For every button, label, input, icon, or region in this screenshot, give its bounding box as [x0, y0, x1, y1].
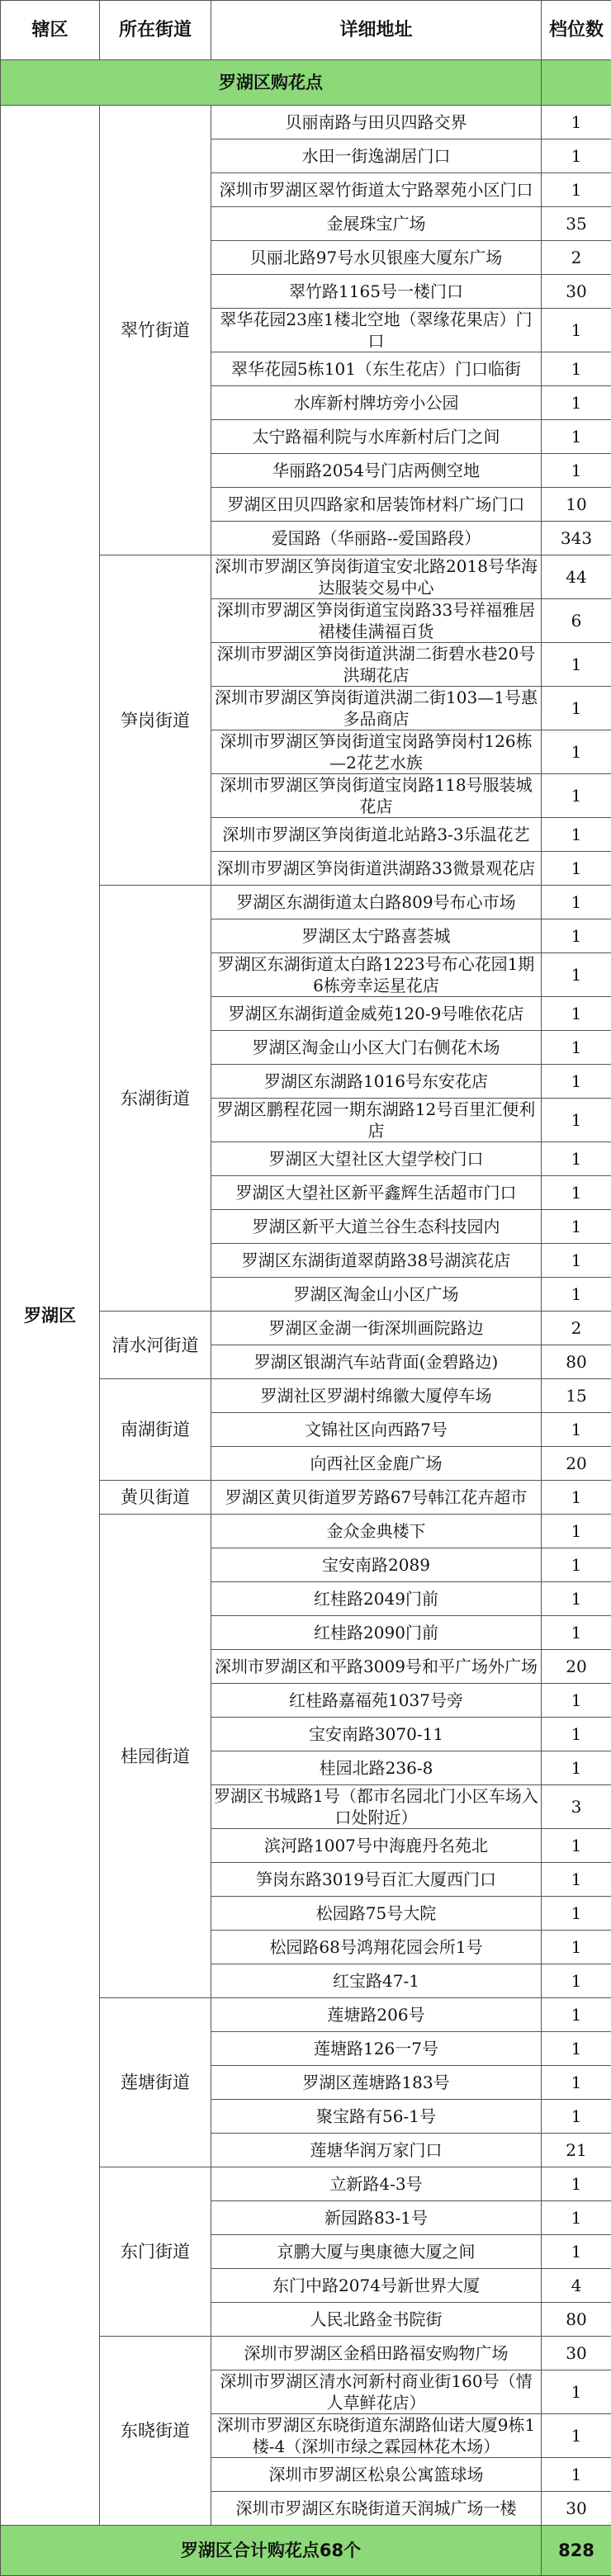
address-cell: 罗湖区淘金山小区广场: [211, 1278, 542, 1312]
stall-count-cell: 1: [542, 1515, 611, 1548]
stall-count-cell: 4: [542, 2269, 611, 2303]
stall-count-cell: 1: [542, 774, 611, 818]
stall-count-cell: 1: [542, 953, 611, 997]
address-cell: 深圳市罗湖区翠竹街道太宁路翠苑小区门口: [211, 173, 542, 207]
stall-count-cell: 2: [542, 241, 611, 275]
street-cell: 笋岗街道: [100, 555, 211, 886]
section-title-blank: [542, 60, 611, 106]
address-cell: 滨河路1007号中海鹿丹名苑北: [211, 1829, 542, 1863]
address-cell: 深圳市罗湖区笋岗街道洪湖路33微景观花店: [211, 852, 542, 886]
stall-count-cell: 6: [542, 599, 611, 643]
street-cell: 东晓街道: [100, 2337, 211, 2526]
street-cell: 东湖街道: [100, 886, 211, 1312]
stall-count-cell: 1: [542, 1931, 611, 1964]
address-cell: 宝安南路3070-11: [211, 1718, 542, 1751]
address-cell: 罗湖区东湖街道翠荫路38号湖滨花店: [211, 1244, 542, 1278]
stall-count-cell: 1: [542, 730, 611, 774]
stall-count-cell: 1: [542, 687, 611, 730]
header-address: 详细地址: [211, 1, 542, 60]
address-cell: 深圳市罗湖区笋岗街道宝岗路118号服装城花店: [211, 774, 542, 818]
address-cell: 深圳市罗湖区松泉公寓篮球场: [211, 2458, 542, 2492]
stall-count-cell: 1: [542, 1065, 611, 1099]
address-cell: 罗湖区金湖一街深圳画院路边: [211, 1312, 542, 1345]
address-cell: 立新路4-3号: [211, 2167, 542, 2201]
address-cell: 深圳市罗湖区笋岗街道洪湖二街103—1号惠多品商店: [211, 687, 542, 730]
section-title: 罗湖区购花点: [1, 60, 542, 106]
address-cell: 爱国路（华丽路--爱国路段）: [211, 522, 542, 555]
stall-count-cell: 1: [542, 852, 611, 886]
stall-count-cell: 1: [542, 1548, 611, 1582]
stall-count-cell: 1: [542, 1481, 611, 1515]
stall-count-cell: 1: [542, 2201, 611, 2235]
stall-count-cell: 35: [542, 207, 611, 241]
stall-count-cell: 1: [542, 2458, 611, 2492]
street-cell: 翠竹街道: [100, 106, 211, 555]
stall-count-cell: 1: [542, 139, 611, 173]
street-cell: 桂园街道: [100, 1515, 211, 1998]
stall-count-cell: 1: [542, 309, 611, 352]
street-cell: 黄贝街道: [100, 1481, 211, 1515]
address-cell: 莲塘路126一7号: [211, 2032, 542, 2066]
stall-count-cell: 30: [542, 2492, 611, 2526]
address-cell: 罗湖区东湖街道太白路809号布心市场: [211, 886, 542, 919]
address-cell: 金展珠宝广场: [211, 207, 542, 241]
address-cell: 翠华花园23座1楼北空地（翠缘花果店）门口: [211, 309, 542, 352]
address-cell: 深圳市罗湖区清水河新村商业街160号（情人草鲜花店）: [211, 2370, 542, 2414]
address-cell: 罗湖区淘金山小区大门右侧花木场: [211, 1031, 542, 1065]
total-label: 罗湖区合计购花点68个: [1, 2526, 542, 2576]
stall-count-cell: 21: [542, 2134, 611, 2167]
header-stall-count: 档位数: [542, 1, 611, 60]
table-row: [1, 106, 611, 139]
stall-count-cell: 1: [542, 818, 611, 852]
address-cell: 水田一街逸湖居门口: [211, 139, 542, 173]
address-cell: 金众金典楼下: [211, 1515, 542, 1548]
address-cell: 贝丽北路97号水贝银座大厦东广场: [211, 241, 542, 275]
stall-count-cell: 1: [542, 1582, 611, 1616]
stall-count-cell: 1: [542, 2370, 611, 2414]
address-cell: 红桂路嘉福苑1037号旁: [211, 1684, 542, 1718]
stall-count-cell: 1: [542, 1210, 611, 1244]
stall-count-cell: 1: [542, 1099, 611, 1142]
stall-count-cell: 1: [542, 1897, 611, 1931]
stall-count-cell: 20: [542, 1650, 611, 1684]
header-district: 辖区: [1, 1, 100, 60]
stall-count-cell: 2: [542, 1312, 611, 1345]
stall-count-cell: 1: [542, 1278, 611, 1312]
address-cell: 松园路68号鸿翔花园会所1号: [211, 1931, 542, 1964]
stall-count-cell: 1: [542, 2100, 611, 2134]
stall-count-cell: 1: [542, 386, 611, 420]
street-cell: 莲塘街道: [100, 1998, 211, 2167]
stall-count-cell: 1: [542, 919, 611, 953]
address-cell: 深圳市罗湖区笋岗街道宝岗路笋岗村126栋—2花艺水族: [211, 730, 542, 774]
address-cell: 罗湖区东湖街道金威苑120-9号唯依花店: [211, 997, 542, 1031]
stall-count-cell: 1: [542, 106, 611, 139]
stall-count-cell: 1: [542, 643, 611, 687]
stall-count-cell: 1: [542, 454, 611, 488]
stall-count-cell: 80: [542, 1345, 611, 1379]
address-cell: 红桂路2049门前: [211, 1582, 542, 1616]
address-cell: 桂园北路236-8: [211, 1751, 542, 1785]
address-cell: 深圳市罗湖区和平路3009号和平广场外广场: [211, 1650, 542, 1684]
stall-count-cell: 1: [542, 1718, 611, 1751]
address-cell: 京鹏大厦与奥康德大厦之间: [211, 2235, 542, 2269]
stall-count-cell: 1: [542, 2414, 611, 2458]
header-street: 所在街道: [100, 1, 211, 60]
stall-count-cell: 1: [542, 420, 611, 454]
stall-count-cell: 1: [542, 1244, 611, 1278]
address-cell: 红宝路47-1: [211, 1964, 542, 1998]
stall-count-cell: 1: [542, 1751, 611, 1785]
address-cell: 华丽路2054号门店两侧空地: [211, 454, 542, 488]
district-cell: 罗湖区: [1, 106, 100, 2526]
stall-count-cell: 10: [542, 488, 611, 522]
address-cell: 红桂路2090门前: [211, 1616, 542, 1650]
stall-count-cell: 3: [542, 1785, 611, 1829]
address-cell: 罗湖区东湖街道太白路1223号布心花园1期6栋旁幸运星花店: [211, 953, 542, 997]
address-cell: 罗湖区书城路1号（都市名园北门小区车场入口处附近）: [211, 1785, 542, 1829]
address-cell: 莲塘路206号: [211, 1998, 542, 2032]
stall-count-cell: 1: [542, 1176, 611, 1210]
address-cell: 贝丽南路与田贝四路交界: [211, 106, 542, 139]
stall-count-cell: 1: [542, 1142, 611, 1176]
address-cell: 太宁路福利院与水库新村后门之间: [211, 420, 542, 454]
stall-count-cell: 1: [542, 1998, 611, 2032]
stall-count-cell: 343: [542, 522, 611, 555]
address-cell: 深圳市罗湖区东晓街道东湖路仙诺大厦9栋1楼-4（深圳市绿之霖园林花木场）: [211, 2414, 542, 2458]
stall-count-cell: 1: [542, 1863, 611, 1897]
address-cell: 莲塘华润万家门口: [211, 2134, 542, 2167]
stall-count-cell: 1: [542, 2167, 611, 2201]
stall-count-cell: 1: [542, 1964, 611, 1998]
address-cell: 罗湖社区罗湖村绵徽大厦停车场: [211, 1379, 542, 1413]
address-cell: 罗湖区太宁路喜荟城: [211, 919, 542, 953]
stall-count-cell: 1: [542, 1031, 611, 1065]
stall-count-cell: 80: [542, 2303, 611, 2337]
address-cell: 深圳市罗湖区东晓街道天润城广场一楼: [211, 2492, 542, 2526]
address-cell: 新园路83-1号: [211, 2201, 542, 2235]
address-cell: 罗湖区鹏程花园一期东湖路12号百里汇便利店: [211, 1099, 542, 1142]
stall-count-cell: 1: [542, 352, 611, 386]
stall-count-cell: 1: [542, 2235, 611, 2269]
address-cell: 罗湖区大望社区大望学校门口: [211, 1142, 542, 1176]
stall-count-cell: 1: [542, 1616, 611, 1650]
stall-count-cell: 1: [542, 997, 611, 1031]
address-cell: 罗湖区东湖路1016号东安花店: [211, 1065, 542, 1099]
address-cell: 笋岗东路3019号百汇大厦西门口: [211, 1863, 542, 1897]
address-cell: 宝安南路2089: [211, 1548, 542, 1582]
address-cell: 深圳市罗湖区金稻田路福安购物广场: [211, 2337, 542, 2370]
address-cell: 罗湖区田贝四路家和居装饰材料广场门口: [211, 488, 542, 522]
address-cell: 深圳市罗湖区笋岗街道北站路3-3乐温花艺: [211, 818, 542, 852]
stall-count-cell: 1: [542, 1684, 611, 1718]
stall-count-cell: 1: [542, 173, 611, 207]
address-cell: 翠竹路1165号一楼门口: [211, 275, 542, 309]
address-cell: 东门中路2074号新世界大厦: [211, 2269, 542, 2303]
stall-count-cell: 1: [542, 2032, 611, 2066]
address-cell: 水库新村牌坊旁小公园: [211, 386, 542, 420]
address-cell: 松园路75号大院: [211, 1897, 542, 1931]
stall-count-cell: 1: [542, 2066, 611, 2100]
address-cell: 罗湖区新平大道兰谷生态科技园内: [211, 1210, 542, 1244]
address-cell: 翠华花园5栋101（东生花店）门口临街: [211, 352, 542, 386]
total-row: [1, 2526, 611, 2576]
address-cell: 人民北路金书院街: [211, 2303, 542, 2337]
stall-count-cell: 15: [542, 1379, 611, 1413]
section-title-row: [1, 60, 611, 106]
address-cell: 罗湖区黄贝街道罗芳路67号韩江花卉超市: [211, 1481, 542, 1515]
stall-count-cell: 30: [542, 2337, 611, 2370]
stall-count-cell: 20: [542, 1447, 611, 1481]
stall-count-cell: 1: [542, 1829, 611, 1863]
street-cell: 南湖街道: [100, 1379, 211, 1481]
address-cell: 向西社区金鹿广场: [211, 1447, 542, 1481]
address-cell: 罗湖区银湖汽车站背面(金碧路边): [211, 1345, 542, 1379]
address-cell: 罗湖区大望社区新平鑫辉生活超市门口: [211, 1176, 542, 1210]
stall-count-cell: 1: [542, 1413, 611, 1447]
address-cell: 深圳市罗湖区笋岗街道宝安北路2018号华海达服装交易中心: [211, 555, 542, 599]
stall-count-cell: 44: [542, 555, 611, 599]
address-cell: 深圳市罗湖区笋岗街道洪湖二街碧水巷20号洪瑚花店: [211, 643, 542, 687]
stall-count-cell: 30: [542, 275, 611, 309]
table-header-row: [1, 1, 611, 60]
address-cell: 深圳市罗湖区笋岗街道宝岗路33号祥福雅居裙楼佳满福百货: [211, 599, 542, 643]
street-cell: 东门街道: [100, 2167, 211, 2337]
address-cell: 文锦社区向西路7号: [211, 1413, 542, 1447]
total-value: 828: [542, 2526, 611, 2576]
stall-count-cell: 1: [542, 886, 611, 919]
address-cell: 聚宝路有56-1号: [211, 2100, 542, 2134]
street-cell: 清水河街道: [100, 1312, 211, 1379]
address-cell: 罗湖区莲塘路183号: [211, 2066, 542, 2100]
